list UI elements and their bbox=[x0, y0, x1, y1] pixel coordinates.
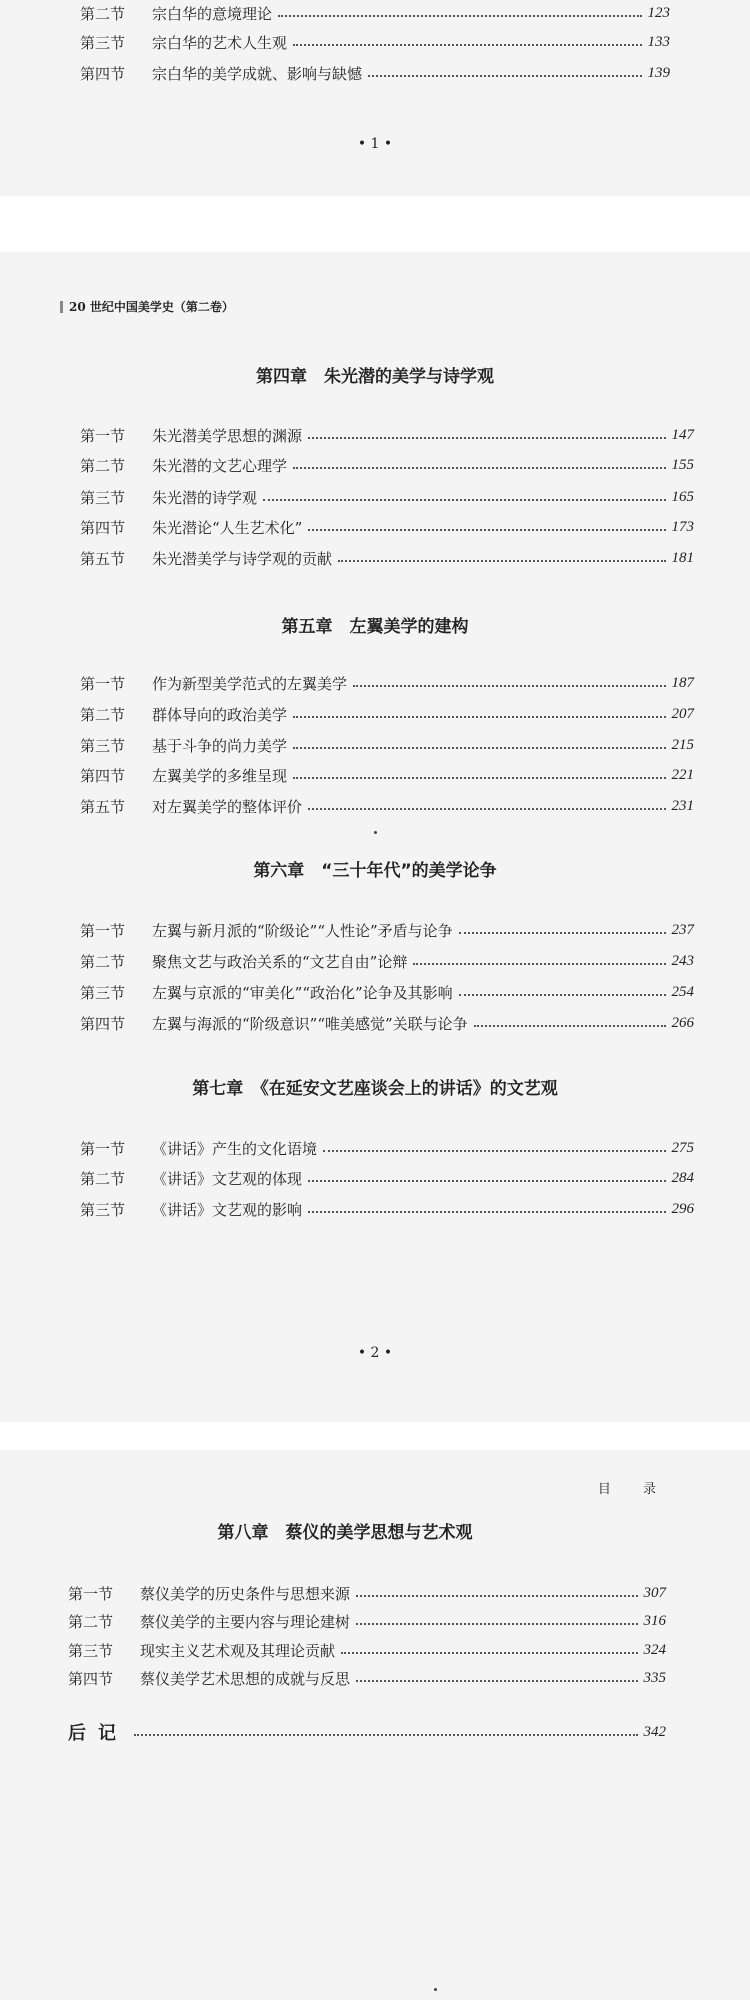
section-title: 蔡仪美学艺术思想的成就与反思 bbox=[140, 1669, 351, 1688]
chapter-title: 第六章 “三十年代”的美学论争 bbox=[253, 861, 497, 881]
page-ref: 324 bbox=[643, 1641, 666, 1658]
section-title: 现实主义艺术观及其理论贡献 bbox=[140, 1641, 336, 1660]
toc-entry-afterword bbox=[68, 1718, 666, 1746]
dot-leader bbox=[293, 777, 665, 779]
section-title: 对左翼美学的整体评价 bbox=[152, 797, 303, 816]
toc-entry bbox=[80, 452, 694, 478]
section-number: 第二节 bbox=[80, 952, 126, 971]
dot-leader bbox=[308, 808, 665, 810]
toc-entry bbox=[68, 1665, 666, 1691]
section-title: 作为新型美学范式的左翼美学 bbox=[152, 674, 348, 693]
toc-entry bbox=[80, 1135, 694, 1161]
toc-entry bbox=[80, 484, 694, 510]
section-number: 第五节 bbox=[80, 549, 126, 568]
dot-leader bbox=[293, 747, 665, 749]
toc-entry bbox=[68, 1580, 666, 1606]
running-header-text: 20 世纪中国美学史（第二卷） bbox=[69, 300, 234, 314]
dot-leader bbox=[413, 963, 665, 965]
section-number: 第四节 bbox=[80, 766, 126, 785]
section-number: 第四节 bbox=[80, 518, 126, 537]
section-title: 《讲话》文艺观的影响 bbox=[152, 1200, 303, 1219]
section-title: 蔡仪美学的历史条件与思想来源 bbox=[140, 1584, 351, 1603]
dot-leader bbox=[356, 1595, 637, 1597]
toc-entry bbox=[80, 762, 694, 788]
section-title: 左翼与京派的“审美化”“政治化”论争及其影响 bbox=[152, 983, 453, 1002]
section-title: 朱光潜美学思想的渊源 bbox=[152, 426, 303, 445]
section-number: 第四节 bbox=[80, 1014, 126, 1033]
dot-leader bbox=[278, 15, 641, 17]
page-ref: 147 bbox=[671, 426, 694, 443]
page-ref: 266 bbox=[671, 1014, 694, 1031]
section-number: 第二节 bbox=[80, 4, 126, 23]
dot-leader bbox=[293, 467, 665, 469]
toc-entry bbox=[68, 1608, 666, 1634]
section-title: 朱光潜的诗学观 bbox=[152, 488, 258, 507]
section-title: 群体导向的政治美学 bbox=[152, 705, 288, 724]
page-ref: 316 bbox=[643, 1612, 666, 1629]
dot-leader bbox=[368, 75, 641, 77]
section-number: 第一节 bbox=[80, 674, 126, 693]
section-title: 宗白华的美学成就、影响与缺憾 bbox=[152, 64, 363, 83]
section-title: 左翼与海派的“阶级意识”“唯美感觉”关联与论争 bbox=[152, 1014, 468, 1033]
dot-leader bbox=[308, 529, 665, 531]
section-title: 聚焦文艺与政治关系的“文艺自由”论辩 bbox=[152, 952, 408, 971]
section-title: 蔡仪美学的主要内容与理论建树 bbox=[140, 1612, 351, 1631]
section-title: 朱光潜的文艺心理学 bbox=[152, 456, 288, 475]
toc-entry bbox=[80, 545, 694, 571]
dot-leader bbox=[323, 1150, 665, 1152]
print-speck bbox=[374, 831, 377, 834]
section-title: 基于斗争的尚力美学 bbox=[152, 736, 288, 755]
chapter-title: 第四章 朱光潜的美学与诗学观 bbox=[256, 367, 494, 387]
page-ref: 207 bbox=[671, 705, 694, 722]
toc-entry bbox=[68, 1637, 666, 1663]
toc-entry bbox=[80, 1010, 694, 1036]
section-number: 第三节 bbox=[80, 1200, 126, 1219]
section-number: 第二节 bbox=[80, 1169, 126, 1188]
section-title: 宗白华的艺术人生观 bbox=[152, 33, 288, 52]
page-ref: 165 bbox=[671, 488, 694, 505]
section-number: 第三节 bbox=[80, 983, 126, 1002]
running-header: 目 录 bbox=[597, 1482, 670, 1497]
page-ref: 133 bbox=[647, 33, 670, 50]
page-ref: 181 bbox=[671, 549, 694, 566]
dot-leader bbox=[459, 932, 666, 934]
toc-entry bbox=[80, 732, 694, 758]
toc-entry bbox=[80, 979, 694, 1005]
page-ref: 221 bbox=[671, 766, 694, 783]
page-ref: 139 bbox=[647, 64, 670, 81]
dot-leader bbox=[459, 994, 666, 996]
toc-entry bbox=[80, 60, 670, 86]
chapter-title: 第五章 左翼美学的建构 bbox=[281, 617, 469, 637]
toc-entry bbox=[80, 422, 694, 448]
toc-entry bbox=[80, 917, 694, 943]
toc-entry bbox=[80, 948, 694, 974]
page-ref: 187 bbox=[671, 674, 694, 691]
section-title: 《讲话》文艺观的体现 bbox=[152, 1169, 303, 1188]
dot-leader bbox=[293, 716, 665, 718]
page-ref: 155 bbox=[671, 456, 694, 473]
section-number: 第一节 bbox=[68, 1584, 114, 1603]
toc-entry bbox=[80, 793, 694, 819]
dot-leader bbox=[338, 560, 665, 562]
page-ref: 335 bbox=[643, 1669, 666, 1686]
page-number: • 1 • bbox=[357, 136, 393, 152]
section-number: 第三节 bbox=[80, 488, 126, 507]
page-gap bbox=[0, 196, 750, 252]
page-ref: 215 bbox=[671, 736, 694, 753]
dot-leader bbox=[356, 1623, 637, 1625]
dot-leader bbox=[263, 499, 665, 501]
dot-leader bbox=[308, 1211, 665, 1213]
toc-entry bbox=[80, 701, 694, 727]
dot-leader bbox=[308, 437, 665, 439]
page-ref: 275 bbox=[671, 1139, 694, 1156]
section-title: 朱光潜美学与诗学观的贡献 bbox=[152, 549, 333, 568]
section-number: 第二节 bbox=[68, 1612, 114, 1631]
page-ref: 342 bbox=[643, 1723, 666, 1740]
chapter-title: 第七章 《在延安文艺座谈会上的讲话》的文艺观 bbox=[192, 1079, 558, 1099]
section-title: 左翼与新月派的“阶级论”“人性论”矛盾与论争 bbox=[152, 921, 453, 940]
section-number: 第三节 bbox=[80, 33, 126, 52]
section-number: 第二节 bbox=[80, 705, 126, 724]
dot-leader bbox=[474, 1025, 666, 1027]
toc-entry bbox=[80, 0, 670, 26]
toc-entry bbox=[80, 1165, 694, 1191]
toc-entry bbox=[80, 670, 694, 696]
page-ref: 231 bbox=[671, 797, 694, 814]
chapter-title: 第八章 蔡仪的美学思想与艺术观 bbox=[217, 1523, 473, 1543]
page-ref: 284 bbox=[671, 1169, 694, 1186]
dot-leader bbox=[134, 1734, 638, 1736]
page-gap bbox=[0, 1422, 750, 1450]
section-title: 宗白华的意境理论 bbox=[152, 4, 273, 23]
toc-entry bbox=[80, 1196, 694, 1222]
header-bar bbox=[60, 301, 63, 313]
page-ref: 254 bbox=[671, 983, 694, 1000]
page-ref: 123 bbox=[647, 4, 670, 21]
dot-leader bbox=[308, 1180, 665, 1182]
section-number: 第一节 bbox=[80, 1139, 126, 1158]
dot-leader bbox=[293, 44, 641, 46]
section-number: 第四节 bbox=[68, 1669, 114, 1688]
section-title: 左翼美学的多维呈现 bbox=[152, 766, 288, 785]
page-ref: 243 bbox=[671, 952, 694, 969]
page-ref: 307 bbox=[643, 1584, 666, 1601]
section-number: 第一节 bbox=[80, 921, 126, 940]
dot-leader bbox=[356, 1680, 637, 1682]
afterword-label: 后记 bbox=[68, 1723, 128, 1744]
dot-leader bbox=[341, 1652, 637, 1654]
print-speck bbox=[434, 1988, 437, 1991]
section-number: 第三节 bbox=[80, 736, 126, 755]
page-ref: 173 bbox=[671, 518, 694, 535]
section-number: 第五节 bbox=[80, 797, 126, 816]
toc-entry bbox=[80, 514, 694, 540]
section-title: 朱光潜论“人生艺术化” bbox=[152, 518, 303, 537]
page-ref: 237 bbox=[671, 921, 694, 938]
running-header bbox=[60, 298, 234, 315]
section-number: 第四节 bbox=[80, 64, 126, 83]
section-title: 《讲话》产生的文化语境 bbox=[152, 1139, 318, 1158]
section-number: 第二节 bbox=[80, 456, 126, 475]
section-number: 第一节 bbox=[80, 426, 126, 445]
dot-leader bbox=[353, 685, 665, 687]
page-ref: 296 bbox=[671, 1200, 694, 1217]
section-number: 第三节 bbox=[68, 1641, 114, 1660]
toc-entry bbox=[80, 29, 670, 55]
page-number: • 2 • bbox=[357, 1345, 393, 1361]
